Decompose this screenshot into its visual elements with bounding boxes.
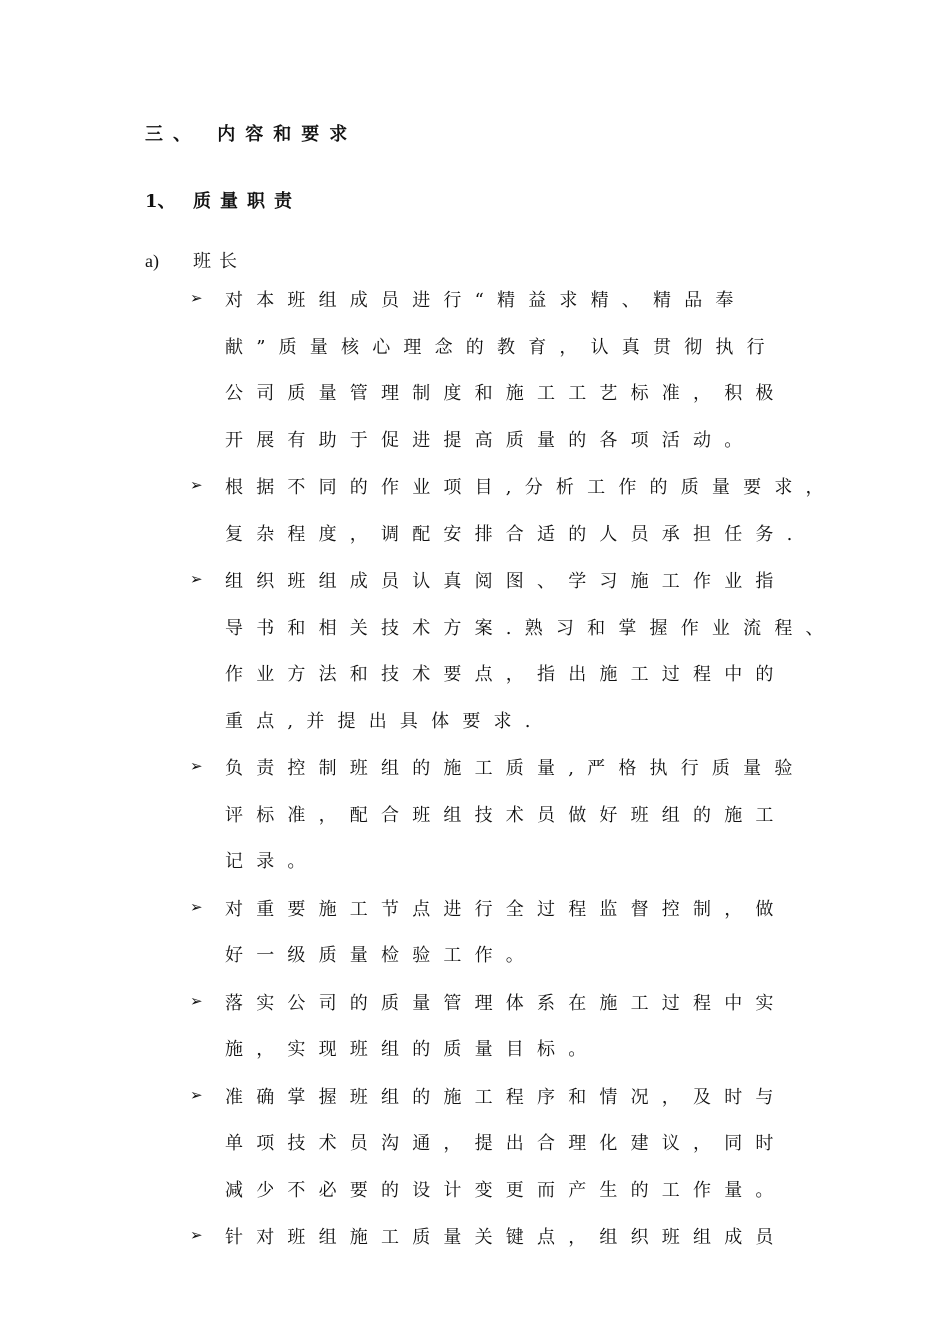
list-item-line: 单项技术员沟通，提出合理化建议，同时 — [225, 1133, 787, 1154]
list-item-line: 记录。 — [225, 851, 319, 872]
arrow-bullet-icon: ➢ — [190, 991, 203, 1010]
list-item — [190, 1224, 830, 1271]
role-marker: a) — [145, 251, 159, 271]
section-title: 三、 内容和要求 — [145, 124, 358, 145]
list-item — [190, 896, 830, 989]
list-item — [190, 990, 830, 1083]
responsibility-list — [190, 287, 837, 1272]
list-item-line: 负责控制班组的施工质量,严格执行质量验 — [225, 758, 806, 779]
list-item — [190, 474, 837, 567]
list-item — [190, 755, 830, 895]
list-item-line: 组织班组成员认真阅图、学习施工作业指 — [225, 571, 787, 592]
list-item-line: 针对班组施工质量关键点，组织班组成员 — [225, 1227, 787, 1248]
list-item-line: 作业方法和技术要点，指出施工过程中的 — [225, 664, 787, 685]
list-item-line: 复杂程度，调配安排合适的人员承担任务. — [225, 523, 806, 545]
role-title: 班长 — [193, 251, 245, 272]
arrow-bullet-icon: ➢ — [190, 897, 203, 916]
arrow-bullet-icon: ➢ — [190, 1085, 203, 1104]
list-item-line: 减少不必要的设计变更而产生的工作量。 — [225, 1179, 787, 1201]
list-item — [190, 1084, 830, 1224]
list-item-line: 准确掌握班组的施工程序和情况，及时与 — [225, 1086, 787, 1108]
list-item — [190, 287, 830, 473]
role-heading — [145, 247, 245, 273]
arrow-bullet-icon: ➢ — [190, 757, 203, 775]
list-item-line: 公司质量管理制度和施工工艺标准，积极 — [225, 383, 787, 404]
arrow-bullet-icon: ➢ — [190, 1226, 203, 1244]
arrow-bullet-icon: ➢ — [190, 289, 203, 307]
list-item-line: 评标准，配合班组技术员做好班组的施工 — [225, 804, 787, 826]
list-item-line: 对重要施工节点进行全过程监督控制，做 — [225, 898, 787, 920]
list-item-line: 开展有助于促进提高质量的各项活动。 — [225, 429, 756, 451]
subsection-heading — [145, 187, 301, 213]
list-item-line: 施，实现班组的质量目标。 — [225, 1039, 600, 1060]
list-item-line: 导书和相关技术方案.熟习和掌握作业流程、 — [225, 617, 837, 639]
list-item — [190, 568, 837, 754]
list-item-line: 重点,并提出具体要求. — [225, 710, 544, 732]
arrow-bullet-icon: ➢ — [190, 476, 203, 494]
list-item-line: 献”质量核心理念的教育，认真贯彻执行 — [225, 336, 778, 358]
subsection-number: 1、 — [145, 191, 176, 212]
arrow-bullet-icon: ➢ — [190, 570, 203, 588]
list-item-line: 好一级质量检验工作。 — [225, 945, 537, 966]
list-item-line: 根据不同的作业项目,分析工作的质量要求， — [225, 477, 837, 498]
list-item-line: 落实公司的质量管理体系在施工过程中实 — [225, 992, 787, 1014]
subsection-title: 质量职责 — [193, 191, 301, 212]
list-item-line: 对本班组成员进行“精益求精、精品奉 — [225, 290, 747, 311]
